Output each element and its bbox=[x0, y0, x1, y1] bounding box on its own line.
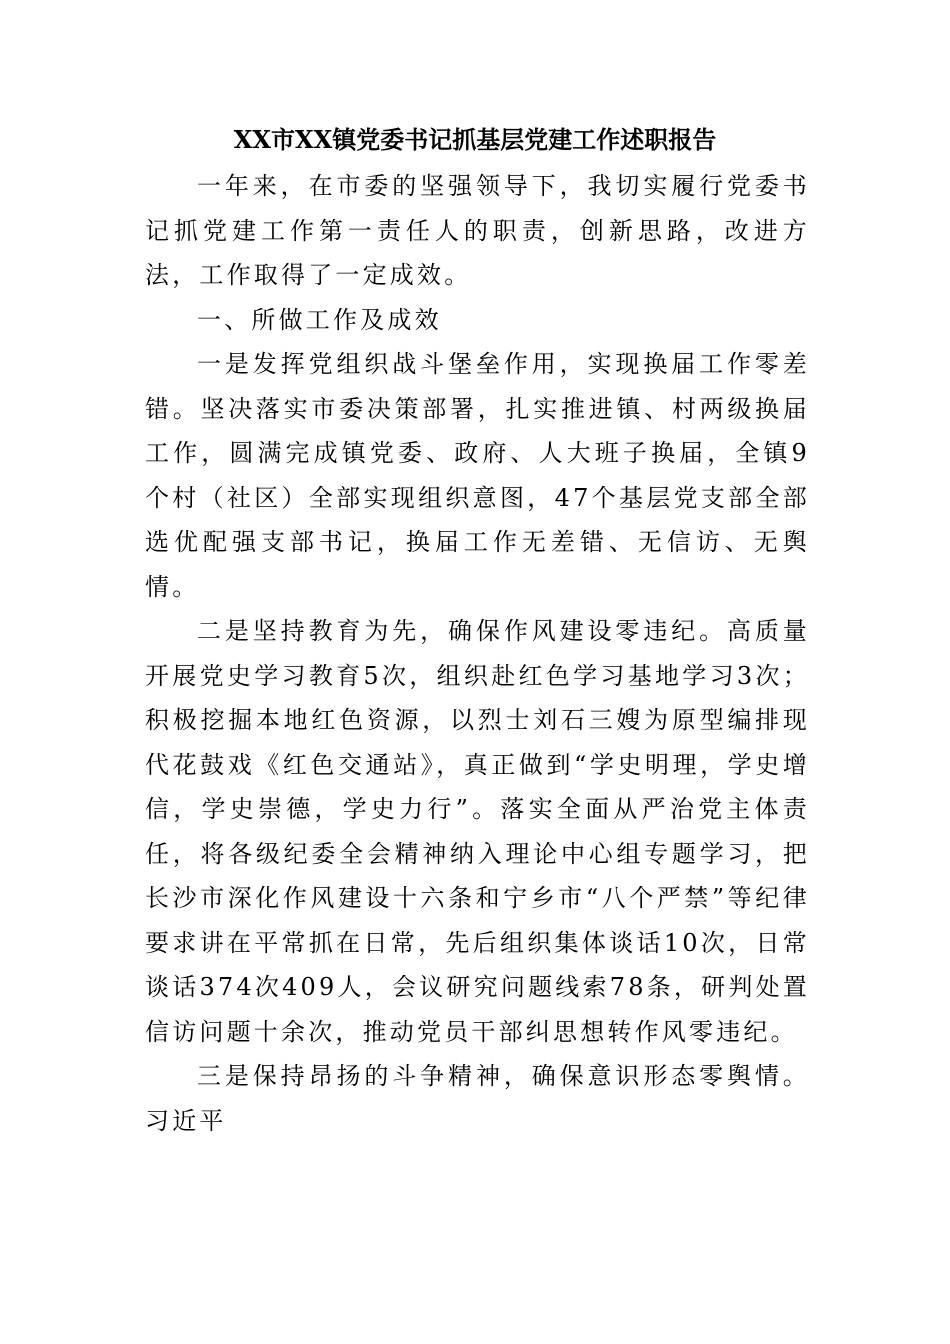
paragraph-item-2: 二是坚持教育为先，确保作风建设零违纪。高质量开展党史学习教育5次，组织赴红色学习基地学习3次；积极挖掘本地红色资源，以烈士刘石三嫂为原型编排现代花鼓戏《红色交通站》，真正做到“学史明理，学史增信，学史崇德，学史力行”。落实全面从严治党主体责任，将各级纪委全会精神纳入理论中心组专题学习，把长沙市深化作风建设十六条和宁乡市“八个严禁”等纪律要求讲在平常抓在日常，先后组织集体谈话10次，日常谈话374次409人，会议研究问题线索78条，研判处置信访问题十余次，推动党员干部纠思想转作风零违纪。 bbox=[145, 617, 810, 1046]
document-body bbox=[145, 164, 810, 1143]
section-heading: 一、所做工作及成效 bbox=[197, 305, 442, 334]
document-title: XX市XX镇党委书记抓基层党建工作述职报告 bbox=[233, 125, 717, 154]
paragraph-intro: 一年来，在市委的坚强领导下，我切实履行党委书记抓党建工作第一责任人的职责，创新思路，改进方法，工作取得了一定成效。 bbox=[145, 172, 810, 289]
paragraph-item-3: 三是保持昂扬的斗争精神，确保意识形态零舆情。习近平 bbox=[145, 1062, 810, 1135]
paragraph-item-1: 一是发挥党组织战斗堡垒作用，实现换届工作零差错。坚决落实市委决策部署，扎实推进镇、村两级换届工作，圆满完成镇党委、政府、人大班子换届，全镇9个村（社区）全部实现组织意图，47个基层党支部全部选优配强支部书记，换届工作无差错、无信访、无舆情。 bbox=[145, 350, 810, 601]
